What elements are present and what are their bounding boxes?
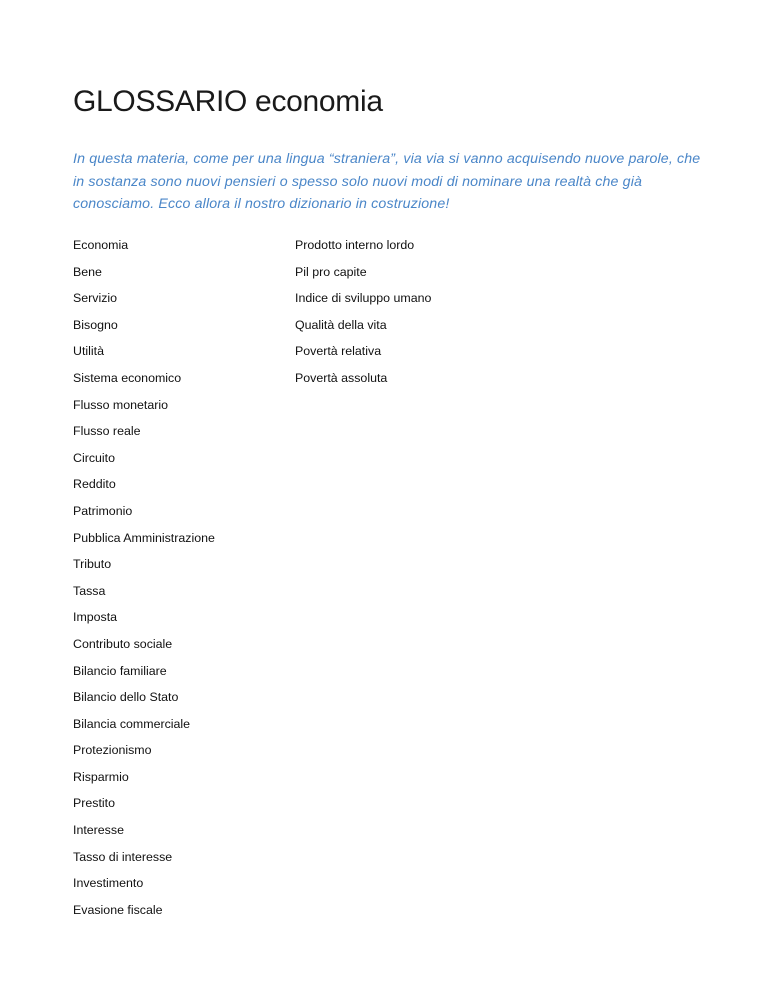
glossary-term: Bilancio familiare [73, 663, 167, 678]
glossary-term: Indice di sviluppo umano [295, 291, 432, 306]
glossary-term: Bilancia commerciale [73, 716, 191, 731]
glossary-term: Pubblica Amministrazione [73, 530, 215, 545]
glossary-term: Prestito [73, 796, 116, 811]
glossary-term: Povertà assoluta [295, 370, 388, 385]
glossary-term: Pil pro capite [295, 264, 367, 279]
glossary-term: Investimento [73, 876, 144, 891]
glossary-term: Evasione fiscale [73, 902, 163, 917]
glossary-term: Utilità [73, 344, 104, 359]
glossary-term: Flusso monetario [73, 397, 169, 412]
glossary-terms-right [295, 234, 431, 394]
glossary-term: Economia [73, 238, 129, 252]
glossary-term: Servizio [73, 291, 118, 306]
glossary-term: Qualità della vita [295, 317, 387, 332]
glossary-term: Prodotto interno lordo [295, 238, 415, 252]
glossary-term: Flusso reale [73, 424, 141, 439]
intro-paragraph: In questa materia, come per una lingua “straniera”, via via si vanno acquisendo nuove parole, che in sostanza sono nuovi pensieri o spesso solo nuovi modi di nominare una realtà che già conosciamo. Ecco allora il nostro dizionario in costruzione! [73, 151, 701, 212]
glossary-term: Risparmio [73, 769, 129, 784]
glossary-term: Tributo [73, 557, 112, 572]
glossary-term: Interesse [73, 823, 124, 838]
document-title: GLOSSARIO economia [73, 85, 383, 118]
glossary-term: Circuito [73, 450, 115, 465]
glossary-term: Bilancio dello Stato [73, 690, 179, 705]
glossary-terms-left [73, 234, 215, 925]
glossary-term: Povertà relativa [295, 344, 382, 359]
glossary-term: Reddito [73, 477, 116, 492]
glossary-term: Tassa [73, 583, 106, 598]
glossary-term: Protezionismo [73, 743, 152, 758]
glossary-term: Tasso di interesse [73, 849, 173, 864]
glossary-term: Contributo sociale [73, 636, 173, 651]
glossary-term: Bene [73, 264, 102, 279]
glossary-term: Imposta [73, 610, 118, 625]
glossary-term: Sistema economico [73, 370, 182, 385]
glossary-term: Patrimonio [73, 503, 133, 518]
glossary-term: Bisogno [73, 317, 118, 332]
